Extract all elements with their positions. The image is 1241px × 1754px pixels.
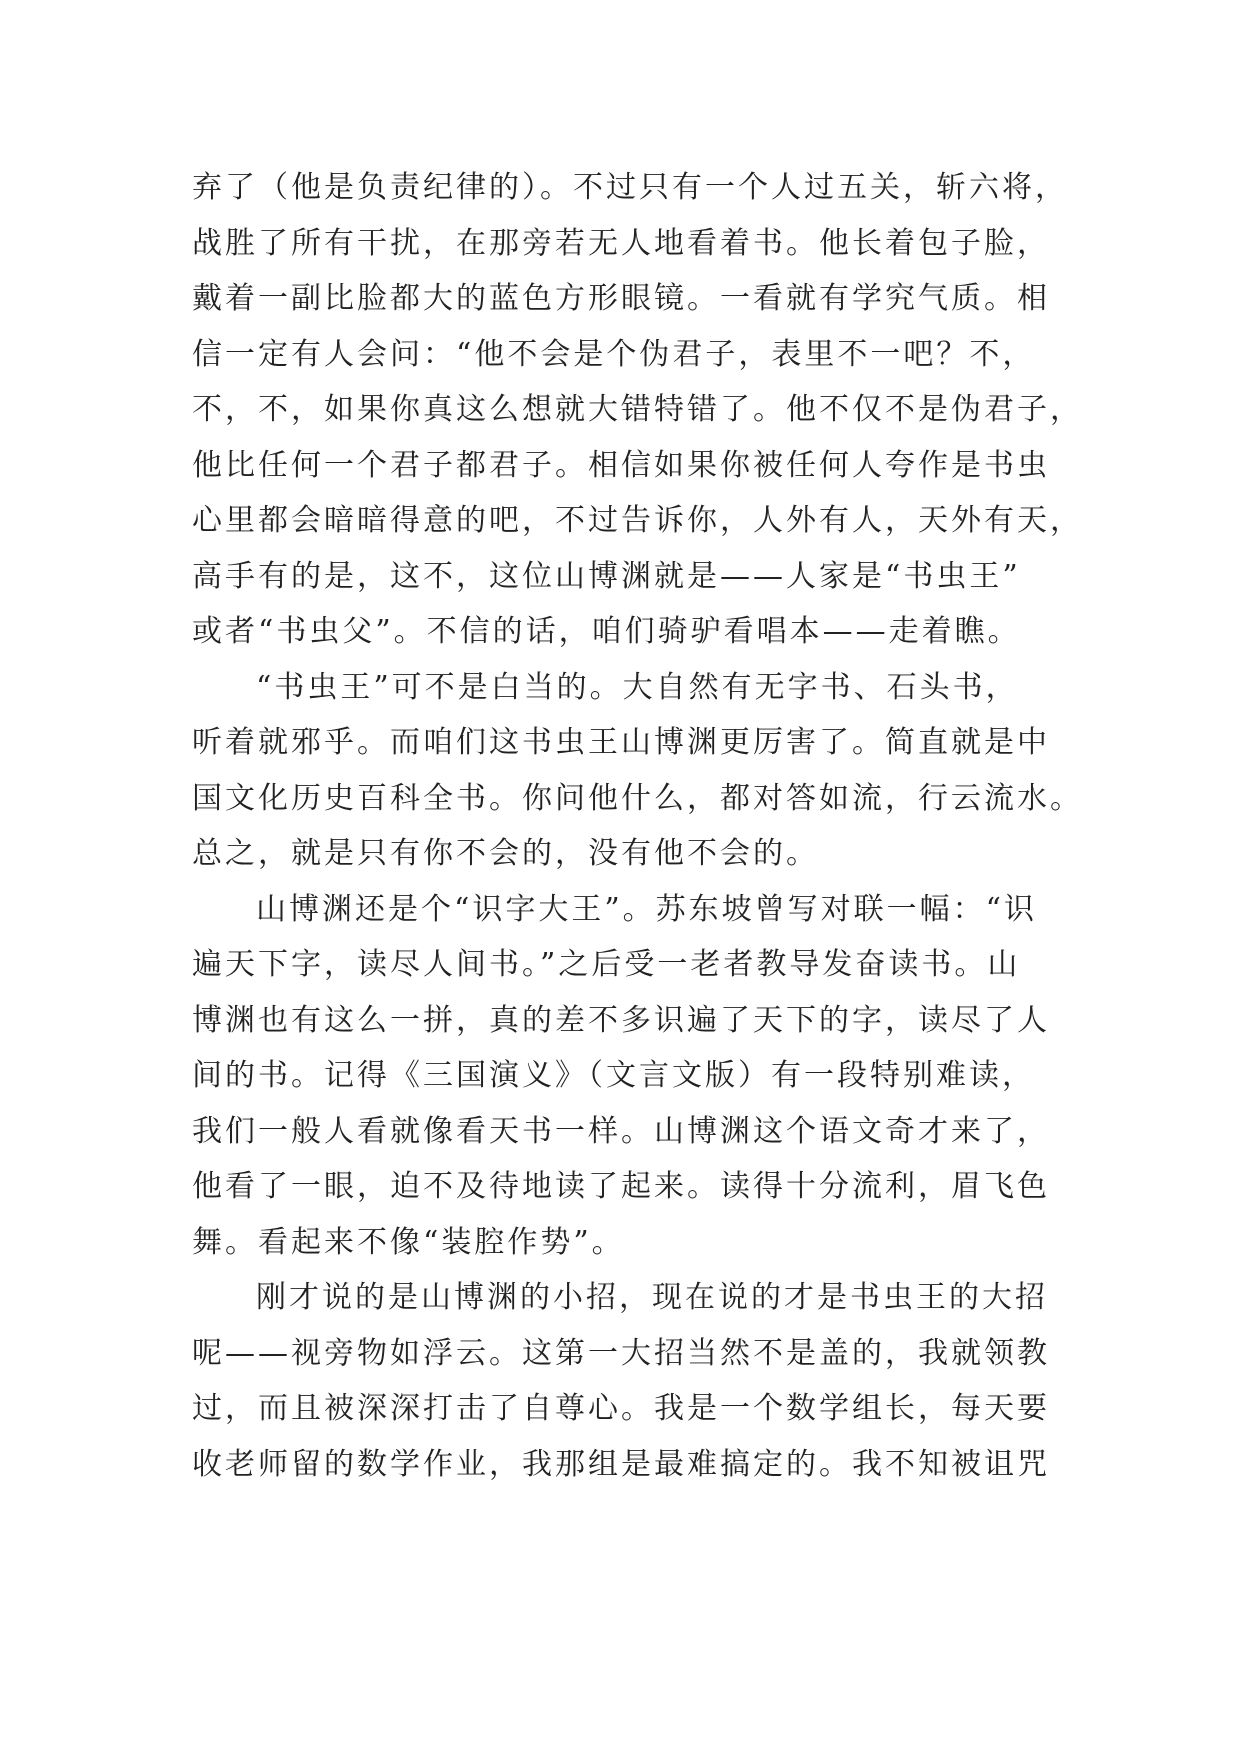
text-line: 间的书。记得《三国演义》（文言文版）有一段特别难读，: [192, 1058, 1035, 1093]
text-line: 战胜了所有干扰，在那旁若无人地看着书。他长着包子脸，: [192, 225, 1050, 261]
text-line: 戴着一副比脸都大的蓝色方形眼镜。一看就有学究气质。相: [192, 281, 1050, 316]
text-line: 收老师留的数学作业，我那组是最难搞定的。我不知被诅咒: [192, 1446, 1050, 1482]
text-line: 他比任何一个君子都君子。相信如果你被任何人夸作是书虫: [192, 447, 1050, 483]
text-line: 遍天下字，读尽人间书。”之后受一老者教导发奋读书。山: [192, 947, 1021, 982]
text-line: 山博渊还是个“识字大王”。苏东坡曾写对联一幅：“识: [256, 891, 1038, 927]
text-line: “书虫王”可不是白当的。大自然有无字书、石头书，: [256, 669, 1019, 705]
text-line: 不，不，如果你真这么想就大错特错了。他不仅不是伪君子，: [192, 392, 1083, 427]
text-line: 总之，就是只有你不会的，没有他不会的。: [192, 836, 819, 871]
text-line: 我们一般人看就像看天书一样。山博渊这个语文奇才来了，: [192, 1113, 1050, 1149]
text-line: 舞。看起来不像“装腔作势”。: [192, 1224, 625, 1260]
text-line: 他看了一眼，迫不及待地读了起来。读得十分流利，眉飞色: [192, 1169, 1050, 1204]
text-line: 博渊也有这么一拼，真的差不多识遍了天下的字，读尽了人: [192, 1002, 1050, 1038]
text-line: 国文化历史百科全书。你问他什么，都对答如流，行云流水。: [192, 780, 1083, 816]
text-line: 或者“书虫父”。不信的话，咱们骑驴看唱本——走着瞧。: [192, 614, 1021, 649]
text-line: 呢——视旁物如浮云。这第一大招当然不是盖的，我就领教: [192, 1335, 1050, 1371]
text-line: 弃了（他是负责纪律的）。不过只有一个人过五关，斩六将，: [192, 170, 1068, 205]
text-line: 过，而且被深深打击了自尊心。我是一个数学组长，每天要: [192, 1391, 1050, 1426]
text-line: 心里都会暗暗得意的吧，不过告诉你，人外有人，天外有天，: [192, 503, 1083, 538]
text-line: 信一定有人会问：“他不会是个伪君子，表里不一吧？不，: [192, 336, 1036, 372]
text-line: 高手有的是，这不，这位山博渊就是——人家是“书虫王”: [192, 558, 1021, 594]
text-line: 刚才说的是山博渊的小招，现在说的才是书虫王的大招: [256, 1280, 1048, 1315]
body-text: [192, 160, 1083, 1492]
text-line: 听着就邪乎。而咱们这书虫王山博渊更厉害了。简直就是中: [192, 725, 1050, 760]
